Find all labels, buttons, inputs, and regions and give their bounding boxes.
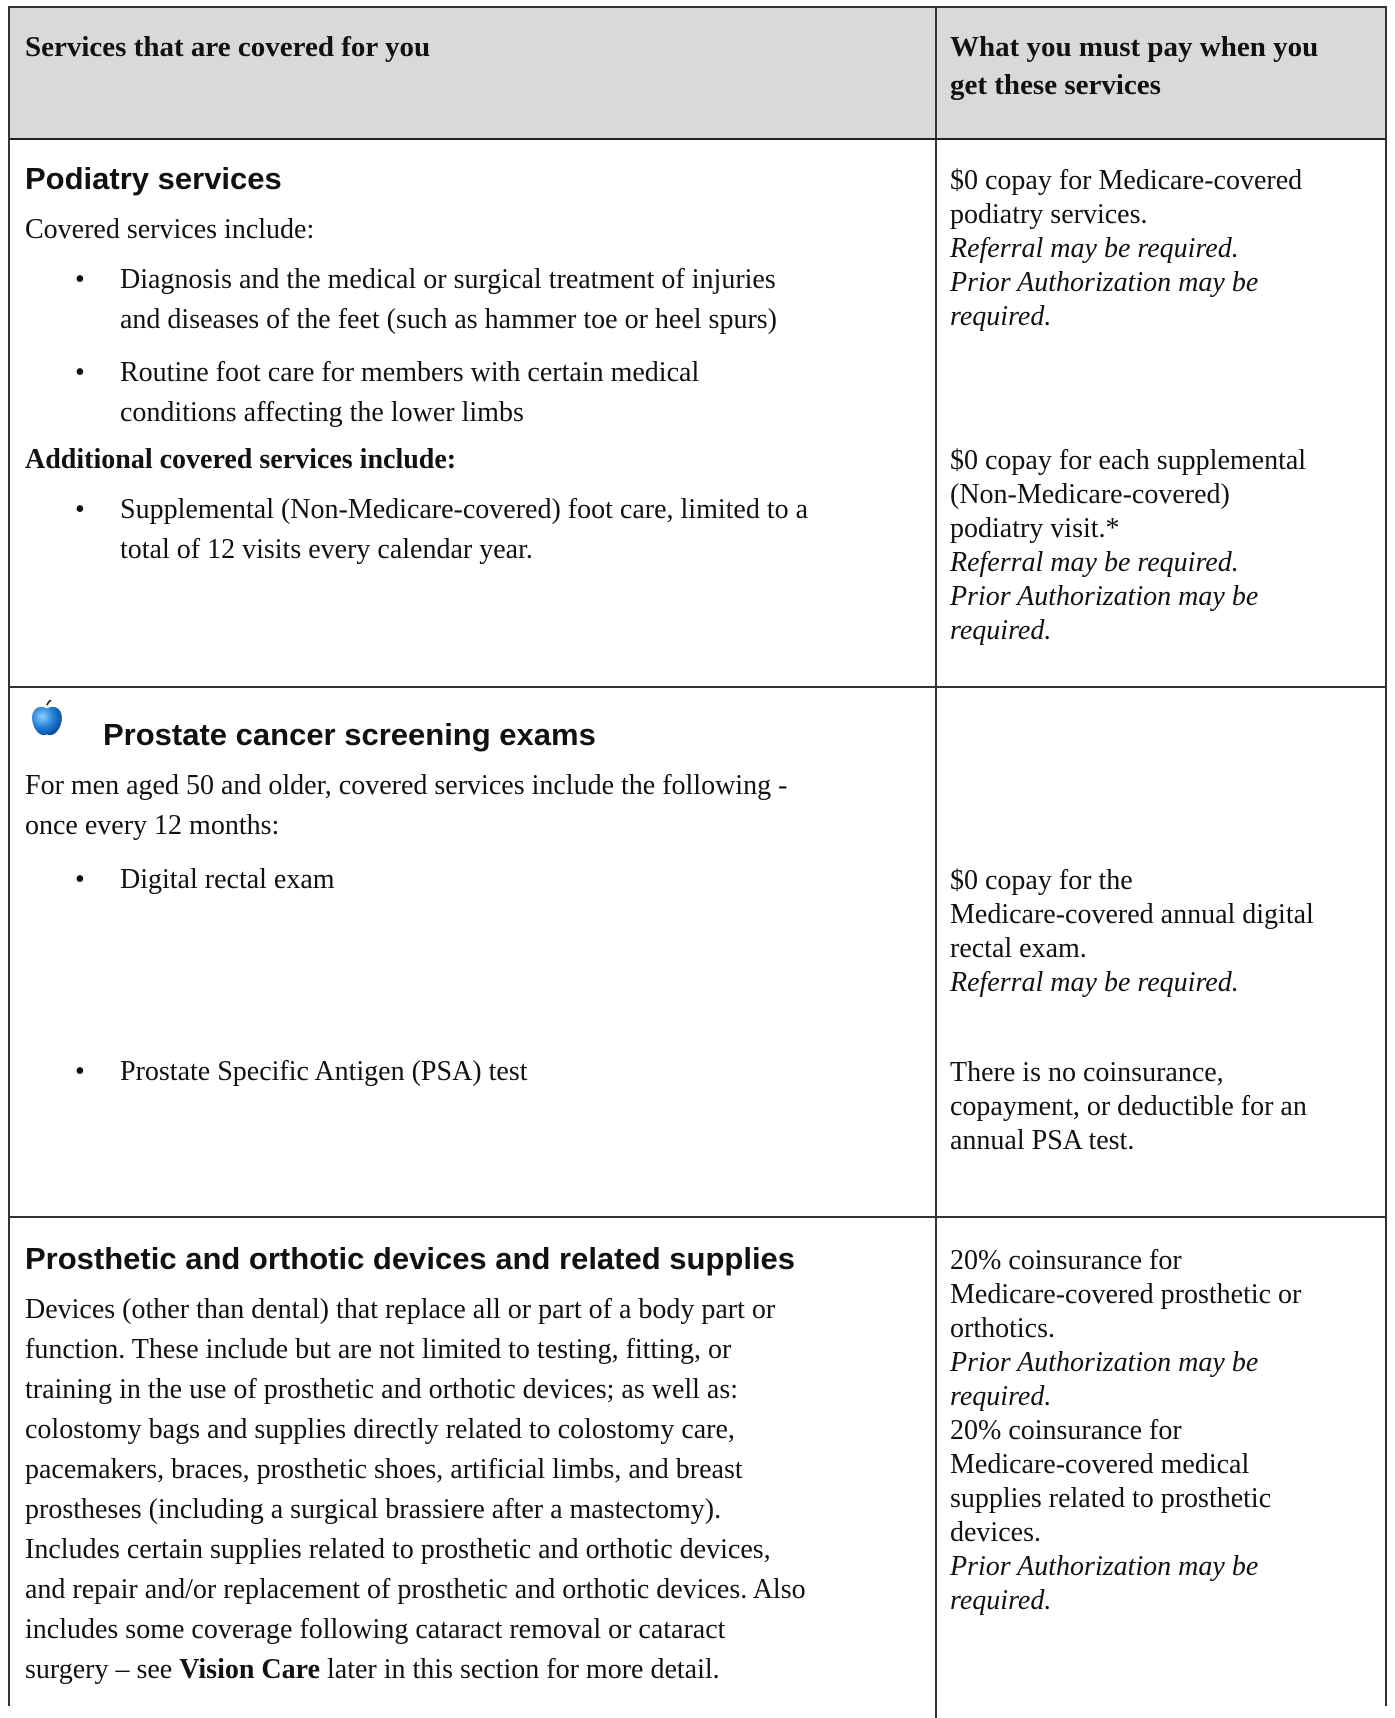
description-line: prostheses (including a surgical brassiere after a mastectomy). — [25, 1494, 722, 1525]
bullet-icon: • — [75, 357, 85, 388]
column-divider — [935, 8, 937, 138]
description-line: and repair and/or replacement of prosthetic and orthotic devices. Also — [25, 1574, 806, 1605]
payment-note: Referral may be required. — [950, 233, 1239, 264]
payment-cell — [950, 1056, 1307, 1158]
payment-cell — [950, 444, 1306, 648]
list-item-line: total of 12 visits every calendar year. — [120, 534, 533, 565]
payment-note: Referral may be required. — [950, 967, 1239, 998]
section-title: Podiatry services — [25, 161, 282, 196]
payment-line: orthotics. — [950, 1313, 1055, 1344]
table-row — [10, 1218, 1385, 1718]
list-item — [75, 353, 700, 433]
list-item-line: Routine foot care for members with certain medical — [120, 357, 700, 388]
list-item — [75, 1052, 528, 1092]
intro-line: For men aged 50 and older, covered services include the following - — [25, 770, 788, 801]
payment-line: $0 copay for the — [950, 865, 1133, 896]
payment-cell — [950, 1244, 1301, 1618]
payment-line: podiatry visit.* — [950, 513, 1120, 544]
description-line: pacemakers, braces, prosthetic shoes, artificial limbs, and breast — [25, 1454, 743, 1485]
description-fragment: later in this section for more detail. — [320, 1654, 720, 1685]
vision-care-reference: Vision Care — [179, 1654, 320, 1685]
payment-line: 20% coinsurance for — [950, 1245, 1182, 1276]
apple-icon — [28, 700, 66, 738]
payment-cell — [950, 164, 1302, 334]
description-line — [25, 1650, 806, 1690]
payment-note: required. — [950, 301, 1052, 332]
list-item — [75, 490, 809, 570]
list-item-line: Prostate Specific Antigen (PSA) test — [120, 1056, 528, 1087]
section-title: Prostate cancer screening exams — [103, 717, 596, 752]
additional-heading: Additional covered services include: — [25, 444, 457, 475]
payment-note: Prior Authorization may be — [950, 1347, 1259, 1378]
bullet-icon: • — [75, 864, 85, 895]
header-payment-line: What you must pay when you — [950, 31, 1319, 63]
list-item — [75, 860, 335, 900]
payment-note: required. — [950, 615, 1052, 646]
description-text — [25, 1290, 806, 1690]
description-line: includes some coverage following cataract removal or cataract — [25, 1614, 726, 1645]
list-item-line: Supplemental (Non-Medicare-covered) foot care, limited to a — [120, 494, 809, 525]
header-payment-line: get these services — [950, 69, 1161, 101]
table-header — [10, 8, 1385, 140]
payment-line: There is no coinsurance, — [950, 1057, 1224, 1088]
bullet-icon: • — [75, 264, 85, 295]
payment-note: Referral may be required. — [950, 547, 1239, 578]
intro-text — [25, 766, 787, 846]
header-payment — [950, 28, 1370, 104]
column-divider — [935, 688, 937, 1216]
description-line: training in the use of prosthetic and orthotic devices; as well as: — [25, 1374, 739, 1405]
benefits-table — [8, 6, 1387, 1706]
list-item-line: Diagnosis and the medical or surgical treatment of injuries — [120, 264, 776, 295]
list-item-line: Digital rectal exam — [120, 864, 335, 895]
payment-line: podiatry services. — [950, 199, 1148, 230]
column-divider — [935, 140, 937, 686]
intro-text: Covered services include: — [25, 214, 315, 245]
payment-line: 20% coinsurance for — [950, 1415, 1182, 1446]
header-services: Services that are covered for you — [25, 31, 431, 63]
payment-cell — [950, 864, 1314, 1000]
payment-line: Medicare-covered medical — [950, 1449, 1250, 1480]
payment-line: supplies related to prosthetic — [950, 1483, 1272, 1514]
description-line: colostomy bags and supplies directly related to colostomy care, — [25, 1414, 735, 1445]
intro-line: once every 12 months: — [25, 810, 280, 841]
list-item-line: conditions affecting the lower limbs — [120, 397, 524, 428]
list-item — [75, 260, 777, 340]
payment-line: devices. — [950, 1517, 1041, 1548]
description-line: function. These include but are not limited to testing, fitting, or — [25, 1334, 732, 1365]
payment-note: required. — [950, 1381, 1052, 1412]
payment-line: Medicare-covered annual digital — [950, 899, 1314, 930]
payment-line: Medicare-covered prosthetic or — [950, 1279, 1302, 1310]
description-line: Devices (other than dental) that replace all or part of a body part or — [25, 1294, 776, 1325]
payment-line: annual PSA test. — [950, 1125, 1135, 1156]
payment-line: (Non-Medicare-covered) — [950, 479, 1230, 510]
bullet-icon: • — [75, 1056, 85, 1087]
payment-line: copayment, or deductible for an — [950, 1091, 1307, 1122]
description-line: Includes certain supplies related to prosthetic and orthotic devices, — [25, 1534, 771, 1565]
description-fragment: surgery – see — [25, 1654, 180, 1685]
table-row — [10, 140, 1385, 688]
payment-note: required. — [950, 1585, 1052, 1616]
table-row — [10, 688, 1385, 1218]
payment-line: $0 copay for each supplemental — [950, 445, 1307, 476]
payment-note: Prior Authorization may be — [950, 267, 1259, 298]
payment-note: Prior Authorization may be — [950, 1551, 1259, 1582]
payment-line: $0 copay for Medicare-covered — [950, 165, 1303, 196]
list-item-line: and diseases of the feet (such as hammer toe or heel spurs) — [120, 304, 777, 335]
payment-line: rectal exam. — [950, 933, 1087, 964]
bullet-icon: • — [75, 494, 85, 525]
section-title: Prosthetic and orthotic devices and related supplies — [25, 1241, 796, 1276]
payment-note: Prior Authorization may be — [950, 581, 1259, 612]
column-divider — [935, 1218, 937, 1718]
